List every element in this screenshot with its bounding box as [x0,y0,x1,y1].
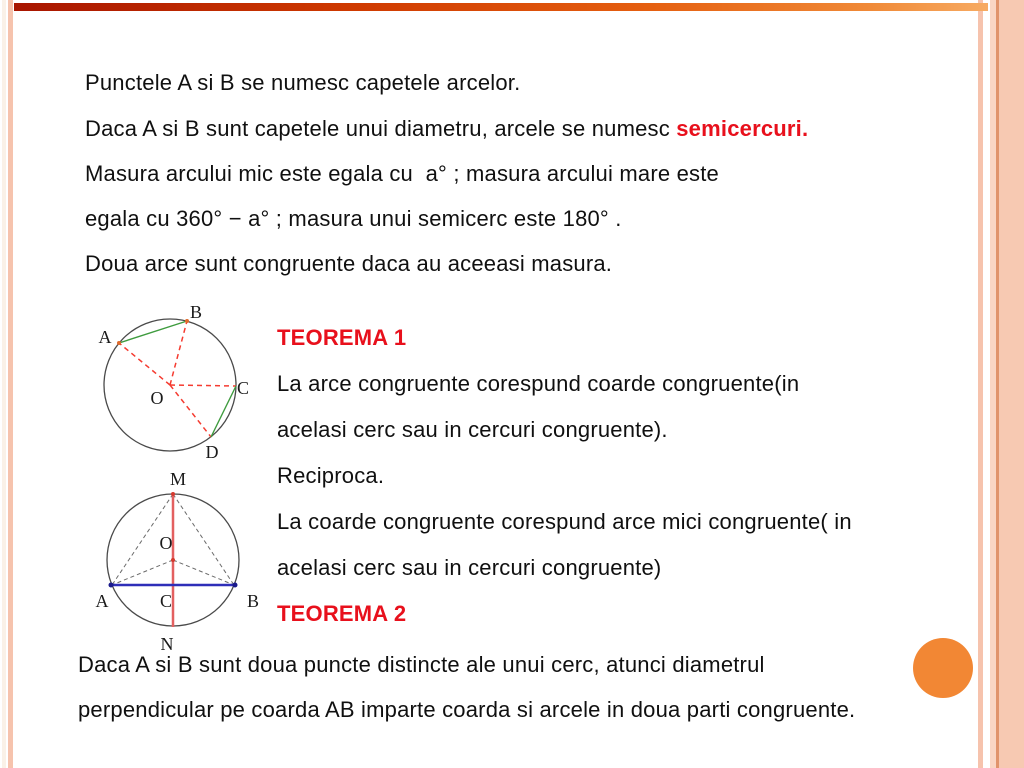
center-o-dot [171,558,175,562]
semicercuri-emphasis: semicercuri. [676,116,809,141]
point-b-dot [185,319,189,323]
intro-line-5: Doua arce sunt congruente daca au aceeasi masura. [85,251,613,276]
right-band-dark-line [996,0,999,768]
theorem2-line-1: Daca A si B sunt doua puncte distincte ale unui cerc, atunci diametrul [78,652,765,677]
intro-line-3: Masura arcului mic este egala cu a° ; masura arcului mare este [85,161,719,186]
diagram2-label-c: C [159,591,173,611]
left-cream-pinstripe [2,0,6,768]
circle-diagram-perpendicular-diameter [90,470,270,660]
intro-line-2-text: Daca A si B sunt capetele unui diametru, arcele se numesc [85,116,677,141]
diagram2-label-b: B [246,591,260,611]
intro-line-4: egala cu 360° − a° ; masura unui semicerc este 180° . [85,206,622,231]
intro-line-1: Punctele A si B se numesc capetele arcelor. [85,70,521,95]
diagram1-label-d: D [205,442,219,462]
green-chords [119,321,236,437]
theorem2-title: TEOREMA 2 [277,601,407,626]
theorem2-line-2: perpendicular pe coarda AB imparte coarda si arcele in doua parti congruente. [78,697,856,722]
left-pink-pinstripe [8,0,13,768]
diagram2-label-n: N [160,634,174,654]
theorem1-title: TEOREMA 1 [277,325,407,350]
diagram1-label-o: O [150,388,164,408]
diagram2-label-o: O [159,533,173,553]
reciproca-label: Reciproca. [277,463,385,488]
diagram2-label-a: A [95,591,109,611]
diagram1-label-b: B [189,302,203,322]
chord-end-a-dot [109,583,114,588]
top-gradient-rule [14,3,988,11]
reciproca-line-2: acelasi cerc sau in cercuri congruente) [277,555,662,580]
point-m-dot [171,492,175,496]
theorem1-line-1: La arce congruente corespund coarde congruente(in [277,371,800,396]
chord-end-b-dot [233,583,238,588]
circle-diagram-arcs-chords [85,293,260,468]
point-a-dot [117,341,121,345]
orange-accent-circle [913,638,973,698]
diagram1-label-c: C [236,378,250,398]
theorem1-line-2: acelasi cerc sau in cercuri congruente). [277,417,668,442]
intro-line-2 [85,116,808,141]
diagram2-label-m: M [169,469,187,489]
right-pink-pinstripe [978,0,983,768]
red-dashed-radii [119,321,236,437]
reciproca-line-1: La coarde congruente corespund arce mici congruente( in [277,509,852,534]
diagram1-label-a: A [98,327,112,347]
